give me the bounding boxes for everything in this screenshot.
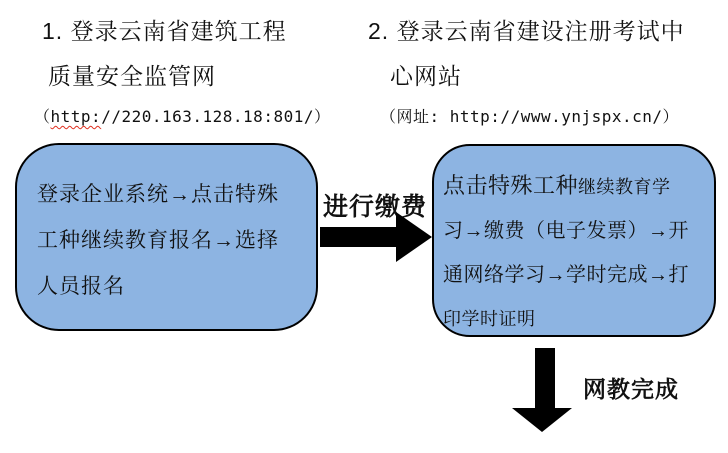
left-process-box — [15, 143, 318, 331]
step2-title-line1: 2. 登录云南省建设注册考试中 — [368, 18, 685, 44]
right-process-line3: 通网络学习→学时完成→打 — [443, 264, 689, 286]
left-process-line1: 登录企业系统→点击特殊 — [37, 182, 279, 206]
right-process-line1-small: 继续教育学 — [578, 177, 671, 197]
down-arrow-icon — [510, 348, 574, 433]
done-arrow-label: 网教完成 — [583, 377, 679, 402]
left-process-line3: 人员报名 — [37, 274, 125, 298]
right-process-box — [432, 144, 716, 337]
right-process-line1 — [443, 164, 689, 209]
step1-url-http: http: — [50, 107, 102, 126]
left-process-line2: 工种继续教育报名→选择 — [37, 228, 279, 252]
step2-title-line2: 心网站 — [390, 63, 462, 89]
right-process-line2: 习→缴费（电子发票）→开 — [443, 220, 689, 242]
step1-title-line2: 质量安全监管网 — [48, 63, 216, 89]
right-process-text — [443, 164, 689, 341]
left-process-text — [37, 171, 279, 309]
step2-url: （网址: http://www.ynjspx.cn/） — [380, 107, 680, 126]
step1-url-open: （ — [34, 107, 51, 126]
step1-url-rest: //220.163.128.18:801/） — [101, 107, 331, 126]
right-arrow-icon — [320, 212, 434, 264]
right-process-line4: 印学时证明 — [443, 309, 536, 329]
step1-title-line1: 1. 登录云南省建筑工程 — [42, 18, 287, 44]
step1-url — [34, 104, 330, 127]
right-process-line1-large: 点击特殊工种 — [443, 173, 579, 198]
pay-arrow-label: 进行缴费 — [323, 194, 428, 221]
